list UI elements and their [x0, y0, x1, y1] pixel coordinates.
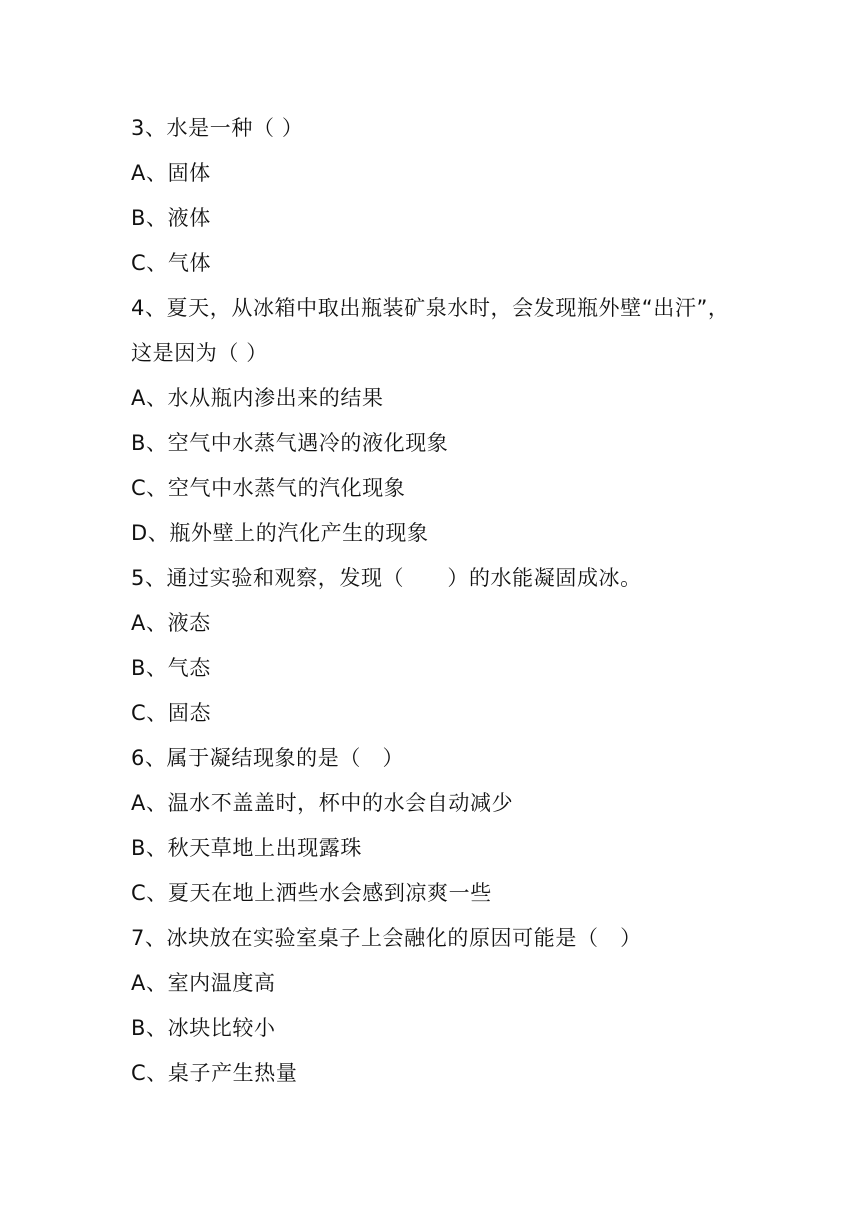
question-6: [131, 736, 741, 916]
question-7: [131, 916, 741, 1096]
question-5: [131, 556, 741, 736]
question-3: [131, 106, 741, 286]
option-a: A、水从瓶内渗出来的结果: [131, 386, 384, 410]
option-b: B、秋天草地上出现露珠: [131, 836, 363, 860]
option-c: C、桌子产生热量: [131, 1061, 298, 1085]
question-stem: 7、冰块放在实验室桌子上会融化的原因可能是（ ）: [131, 926, 642, 950]
question-stem: 5、通过实验和观察，发现（ ）的水能凝固成冰。: [131, 566, 642, 590]
question-stem: 3、水是一种（ ）: [131, 116, 304, 140]
question-list: [131, 106, 741, 1096]
option-c: C、气体: [131, 251, 212, 275]
option-d: D、瓶外壁上的汽化产生的现象: [131, 521, 429, 545]
option-c: C、固态: [131, 701, 212, 725]
option-b: B、冰块比较小: [131, 1016, 276, 1040]
option-c: C、空气中水蒸气的汽化现象: [131, 476, 406, 500]
option-b: B、气态: [131, 656, 211, 680]
question-stem: 4、夏天，从冰箱中取出瓶装矿泉水时，会发现瓶外壁“出汗”，这是因为（ ）: [131, 296, 730, 365]
option-c: C、夏天在地上洒些水会感到凉爽一些: [131, 881, 492, 905]
option-a: A、液态: [131, 611, 211, 635]
option-a: A、温水不盖盖时，杯中的水会自动减少: [131, 791, 514, 815]
question-4: [131, 286, 741, 556]
option-b: B、空气中水蒸气遇冷的液化现象: [131, 431, 449, 455]
option-a: A、固体: [131, 161, 211, 185]
option-b: B、液体: [131, 206, 211, 230]
option-a: A、室内温度高: [131, 971, 276, 995]
question-stem: 6、属于凝结现象的是（ ）: [131, 746, 405, 770]
